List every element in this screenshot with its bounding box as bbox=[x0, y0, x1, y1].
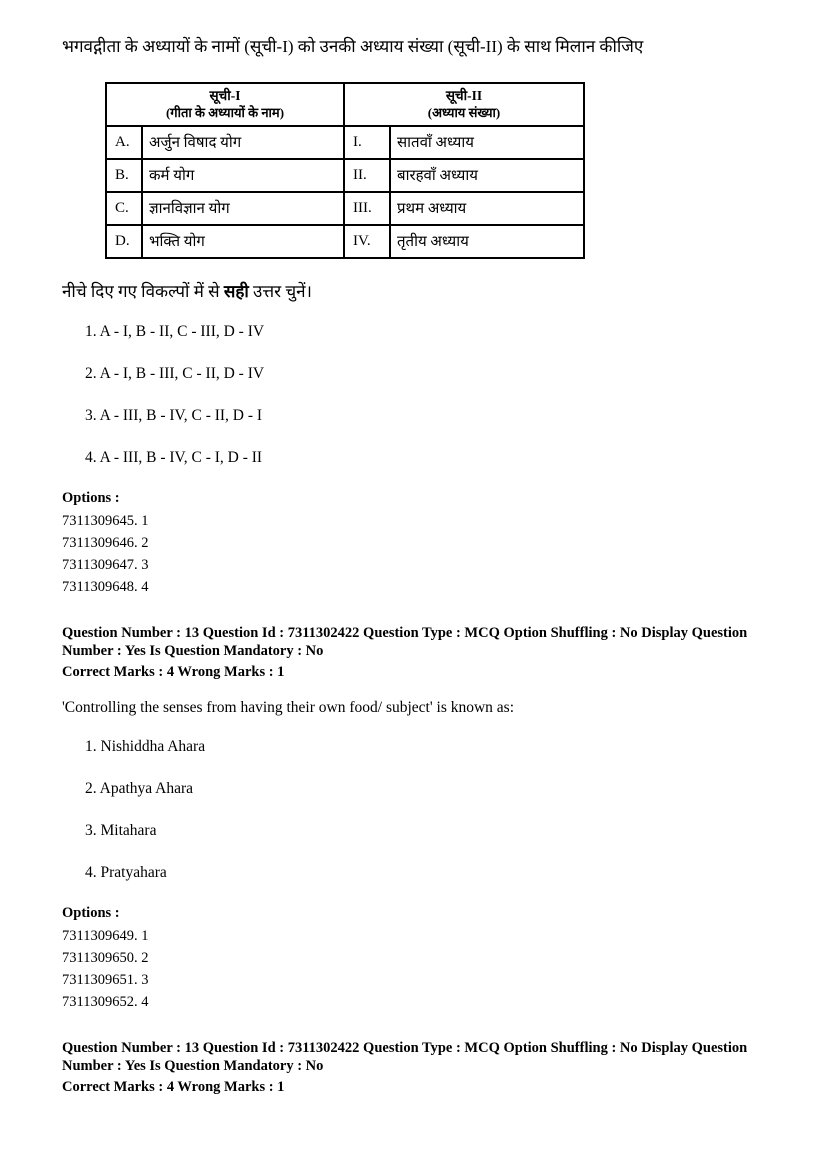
row-b-chapter: बारहवाँ अध्याय bbox=[390, 159, 584, 192]
choice-option-2: 2. A - I, B - III, C - II, D - IV bbox=[85, 364, 265, 382]
list2-header bbox=[344, 83, 584, 125]
options-label: Options : bbox=[62, 904, 120, 921]
list1-header bbox=[106, 83, 344, 125]
english-choice-list bbox=[85, 737, 768, 883]
match-question-prompt: भगवद्गीता के अध्यायों के नामों (सूची-I) को उनकी अध्याय संख्या (सूची-II) के साथ मिलान कीजिए bbox=[62, 37, 644, 56]
metadata-line-1: Question Number : 13 Question Id : 7311302422 Question Type : MCQ Option Shuffling : No Display Question bbox=[62, 1039, 748, 1056]
list2-header-title: सूची-II bbox=[445, 88, 483, 104]
option-id-list bbox=[62, 925, 768, 1013]
choice-option-3: 3. A - III, B - IV, C - II, D - I bbox=[85, 406, 263, 424]
metadata-marks: Correct Marks : 4 Wrong Marks : 1 bbox=[62, 663, 285, 680]
instruction-suffix: उत्तर चुनें। bbox=[248, 281, 312, 301]
row-b-key: B. bbox=[106, 159, 142, 192]
match-choice-list bbox=[85, 322, 768, 468]
option-id: 7311309645. 1 bbox=[62, 512, 149, 529]
choice-option-2: 2. Apathya Ahara bbox=[85, 779, 194, 797]
metadata-line-2: Number : Yes Is Question Mandatory : No bbox=[62, 642, 324, 659]
row-d-key: D. bbox=[106, 225, 142, 258]
instruction-prefix: नीचे दिए गए विकल्पों में से bbox=[62, 281, 224, 301]
option-id: 7311309647. 3 bbox=[62, 556, 149, 573]
list1-header-sub: (गीता के अध्यायों के नाम) bbox=[165, 104, 285, 120]
question-metadata bbox=[62, 1039, 768, 1096]
option-id: 7311309651. 3 bbox=[62, 971, 149, 988]
row-a-number-key: I. bbox=[344, 126, 390, 159]
option-id: 7311309648. 4 bbox=[62, 578, 149, 595]
row-c-key: C. bbox=[106, 192, 142, 225]
metadata-marks: Correct Marks : 4 Wrong Marks : 1 bbox=[62, 1078, 285, 1095]
option-id: 7311309652. 4 bbox=[62, 993, 149, 1010]
list2-header-sub: (अध्याय संख्या) bbox=[427, 104, 501, 120]
row-d-number-key: IV. bbox=[344, 225, 390, 258]
table-row bbox=[106, 159, 584, 192]
metadata-line-1: Question Number : 13 Question Id : 7311302422 Question Type : MCQ Option Shuffling : No Display Question bbox=[62, 624, 748, 641]
choice-option-1: 1. A - I, B - II, C - III, D - IV bbox=[85, 322, 265, 340]
row-c-number-key: III. bbox=[344, 192, 390, 225]
choice-option-1: 1. Nishiddha Ahara bbox=[85, 737, 206, 755]
table-row bbox=[106, 192, 584, 225]
option-id: 7311309650. 2 bbox=[62, 949, 149, 966]
row-c-chapter: प्रथम अध्याय bbox=[390, 192, 584, 225]
instruction-bold-word: सही bbox=[223, 281, 249, 301]
row-b-name: कर्म योग bbox=[142, 159, 344, 192]
row-d-chapter: तृतीय अध्याय bbox=[390, 225, 584, 258]
answer-instruction bbox=[62, 279, 768, 302]
list1-header-title: सूची-I bbox=[209, 88, 241, 104]
match-table-header-row bbox=[106, 83, 584, 125]
metadata-line-2: Number : Yes Is Question Mandatory : No bbox=[62, 1057, 324, 1074]
row-a-chapter: सातवाँ अध्याय bbox=[390, 126, 584, 159]
choice-option-3: 3. Mitahara bbox=[85, 821, 157, 839]
row-b-number-key: II. bbox=[344, 159, 390, 192]
row-d-name: भक्ति योग bbox=[142, 225, 344, 258]
question-metadata bbox=[62, 624, 768, 681]
row-c-name: ज्ञानविज्ञान योग bbox=[142, 192, 344, 225]
table-row bbox=[106, 126, 584, 159]
options-label: Options : bbox=[62, 489, 120, 506]
row-a-name: अर्जुन विषाद योग bbox=[142, 126, 344, 159]
row-a-key: A. bbox=[106, 126, 142, 159]
table-row bbox=[106, 225, 584, 258]
option-id: 7311309649. 1 bbox=[62, 927, 149, 944]
choice-option-4: 4. A - III, B - IV, C - I, D - II bbox=[85, 448, 263, 466]
choice-option-4: 4. Pratyahara bbox=[85, 863, 167, 881]
english-question-prompt: 'Controlling the senses from having their own food/ subject' is known as: bbox=[62, 698, 515, 716]
option-id-list bbox=[62, 510, 768, 598]
option-id: 7311309646. 2 bbox=[62, 534, 149, 551]
match-table bbox=[105, 82, 585, 258]
